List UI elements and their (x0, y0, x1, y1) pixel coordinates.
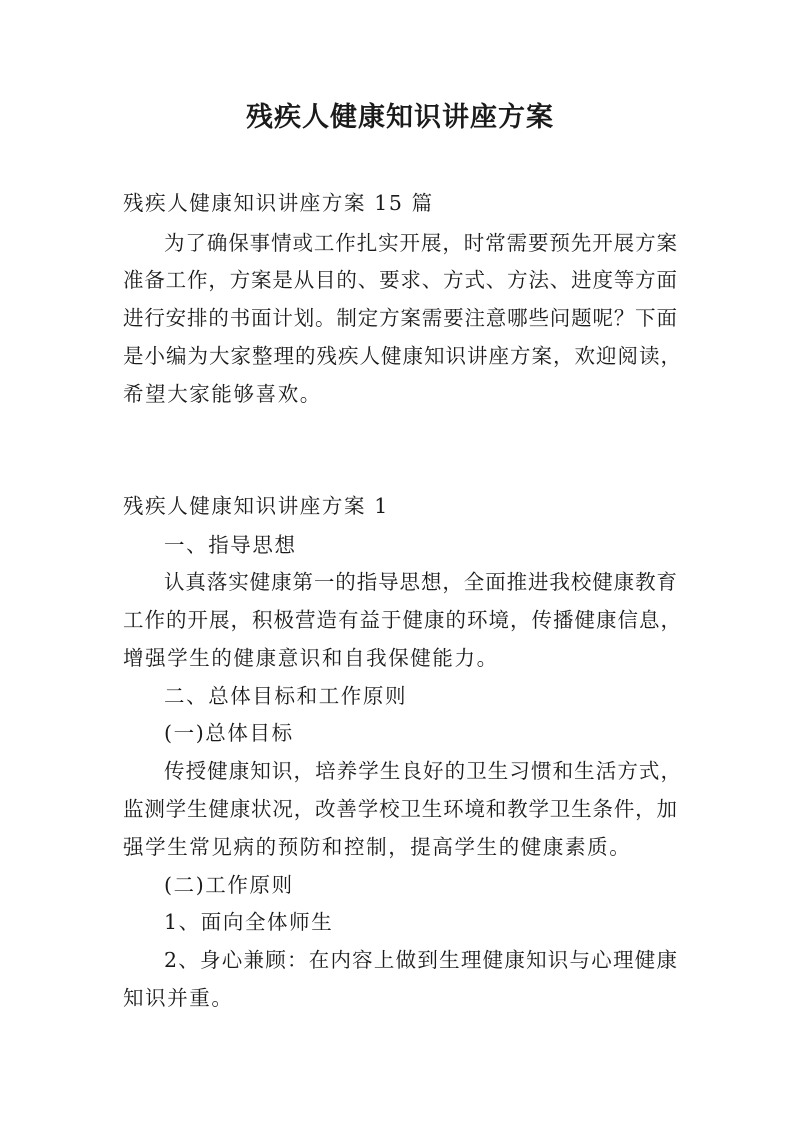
document-title: 残疾人健康知识讲座方案 (246, 102, 554, 133)
subheading-overall-goal: (一)总体目标 (164, 721, 294, 745)
section-title: 残疾人健康知识讲座方案 1 (123, 494, 389, 518)
heading-guiding-thought: 一、指导思想 (164, 533, 297, 557)
guide-line-2: 工作的开展，积极营造有益于健康的环境，传播健康信息， (123, 608, 681, 632)
heading-goals-principles: 二、总体目标和工作原则 (164, 684, 408, 708)
guide-line-1: 认真落实健康第一的指导思想，全面推进我校健康教育 (164, 570, 677, 594)
principle-2-line-2: 知识并重。 (123, 986, 234, 1010)
goal-line-1: 传授健康知识，培养学生良好的卫生习惯和生活方式， (164, 759, 681, 783)
intro-line-5: 希望大家能够喜欢。 (123, 382, 322, 406)
goal-line-2: 监测学生健康状况，改善学校卫生环境和教学卫生条件，加 (123, 797, 677, 821)
principle-1: 1、面向全体师生 (164, 910, 334, 934)
intro-line-3: 进行安排的书面计划。制定方案需要注意哪些问题呢？下面 (123, 306, 677, 330)
intro-line-4: 是小编为大家整理的残疾人健康知识讲座方案，欢迎阅读， (123, 344, 681, 368)
principle-2-line-1: 2、身心兼顾：在内容上做到生理健康知识与心理健康 (164, 948, 677, 972)
intro-line-2: 准备工作，方案是从目的、要求、方式、方法、进度等方面 (123, 268, 677, 292)
subheading-work-principles: (二)工作原则 (164, 873, 294, 897)
document-subtitle: 残疾人健康知识讲座方案 15 篇 (123, 191, 434, 215)
goal-line-3: 强学生常见病的预防和控制，提高学生的健康素质。 (123, 835, 632, 859)
guide-line-3: 增强学生的健康意识和自我保健能力。 (123, 646, 499, 670)
intro-line-1: 为了确保事情或工作扎实开展，时常需要预先开展方案 (164, 231, 677, 255)
